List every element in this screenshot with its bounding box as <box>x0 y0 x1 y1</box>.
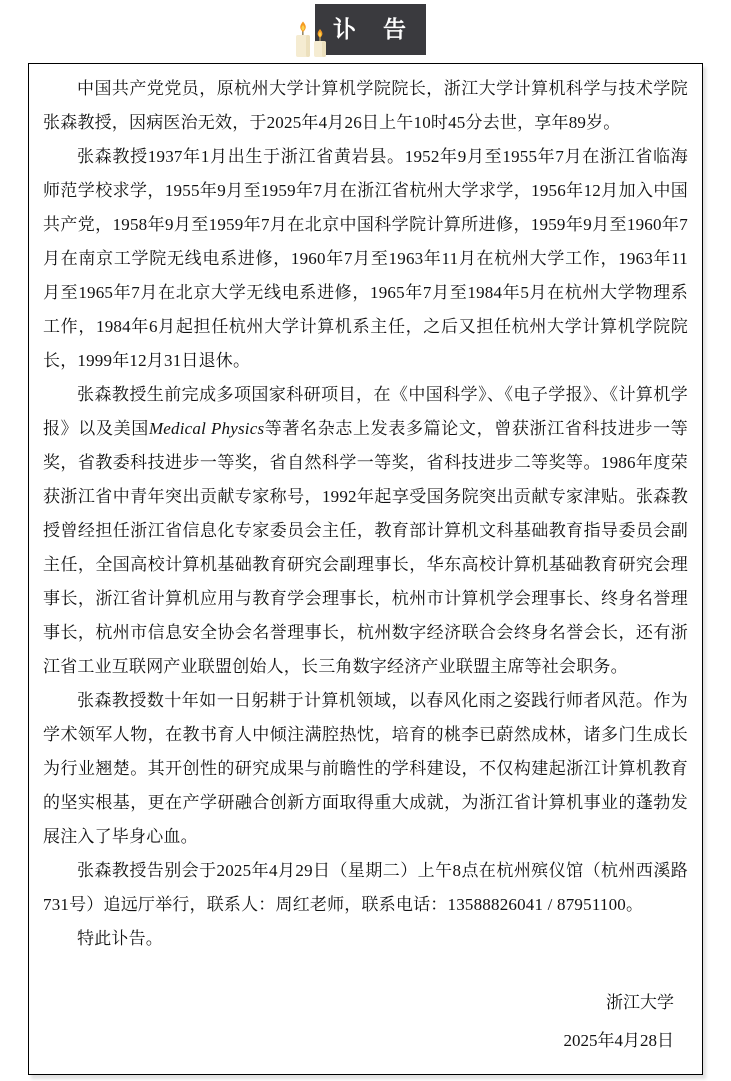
journal-name: Medical Physics <box>148 419 265 438</box>
signature-organization: 浙江大学 <box>606 993 674 1012</box>
paragraph-biography: 张森教授1937年1月出生于浙江省黄岩县。1952年9月至1955年7月在浙江省临海师范学校求学，1955年9月至1959年7月在浙江省杭州大学求学，1956年12月加入中国共产党，1958年9月至1959年7月在北京中国科学院计算所进修，1959年9月至1960年7月在南京工学院无线电系进修，1960年7月至1963年11月在杭州大学工作，1963年11月至1965年7月在北京大学无线电系进修，1965年7月至1984年5月在杭州大学物理系工作，1984年6月起担任杭州大学计算机系主任，之后又担任杭州大学计算机学院院长，1999年12月31日退休。 <box>43 147 688 370</box>
achievements-text-post: 等著名杂志上发表多篇论文，曾获浙江省科技进步一等奖，省教委科技进步一等奖，省自然科学一等奖，省科技进步二等奖等。1986年度荣获浙江省中青年突出贡献专家称号，1992年起享受国务院突出贡献专家津贴。张森教授曾经担任浙江省信息化专家委员会主任，教育部计算机文科基础教育指导委员会副主任，全国高校计算机基础教育研究会副理事长，华东高校计算机基础教育研究会理事长，浙江省计算机应用与教育学会理事长，杭州市计算机学会理事长、终身名誉理事长，杭州市信息安全协会名誉理事长，杭州数字经济联合会终身名誉会长，还有浙江省工业互联网产业联盟创始人，长三角数字经济产业联盟主席等社会职务。 <box>43 419 688 676</box>
candles-icon <box>291 20 333 58</box>
obituary-notice-box <box>28 63 703 1075</box>
signature-date: 2025年4月28日 <box>563 1031 674 1050</box>
obituary-header <box>0 0 731 55</box>
signature-block <box>43 984 688 1060</box>
paragraph-closing: 特此讣告。 <box>77 929 163 948</box>
paragraph-tribute: 张森教授数十年如一日躬耕于计算机领域，以春风化雨之姿践行师者风范。作为学术领军人物，在教书育人中倾注满腔热忱，培育的桃李已蔚然成林，诸多门生成长为行业翘楚。其开创性的研究成果与前瞻性的学科建设，不仅构建起浙江计算机教育的坚实根基，更在产学研融合创新方面取得重大成就，为浙江省计算机事业的蓬勃发展注入了毕身心血。 <box>43 691 688 846</box>
paragraph-memorial-service: 张森教授告别会于2025年4月29日（星期二）上午8点在杭州殡仪馆（杭州西溪路731号）追远厅举行，联系人：周红老师，联系电话：13588826041 / 87951100。 <box>43 861 688 914</box>
achievements-text-pre: 张森教授生前完成多项国家科研项目，在《中国科学》、《电子学报》、《计算机学报》以及美国 <box>43 385 688 438</box>
paragraph-death-announcement: 中国共产党党员，原杭州大学计算机学院院长，浙江大学计算机科学与技术学院张森教授，因病医治无效，于2025年4月26日上午10时45分去世，享年89岁。 <box>43 79 688 132</box>
header-title-group <box>315 4 426 55</box>
paragraph-achievements <box>43 378 688 684</box>
page-title: 讣 告 <box>315 4 426 55</box>
